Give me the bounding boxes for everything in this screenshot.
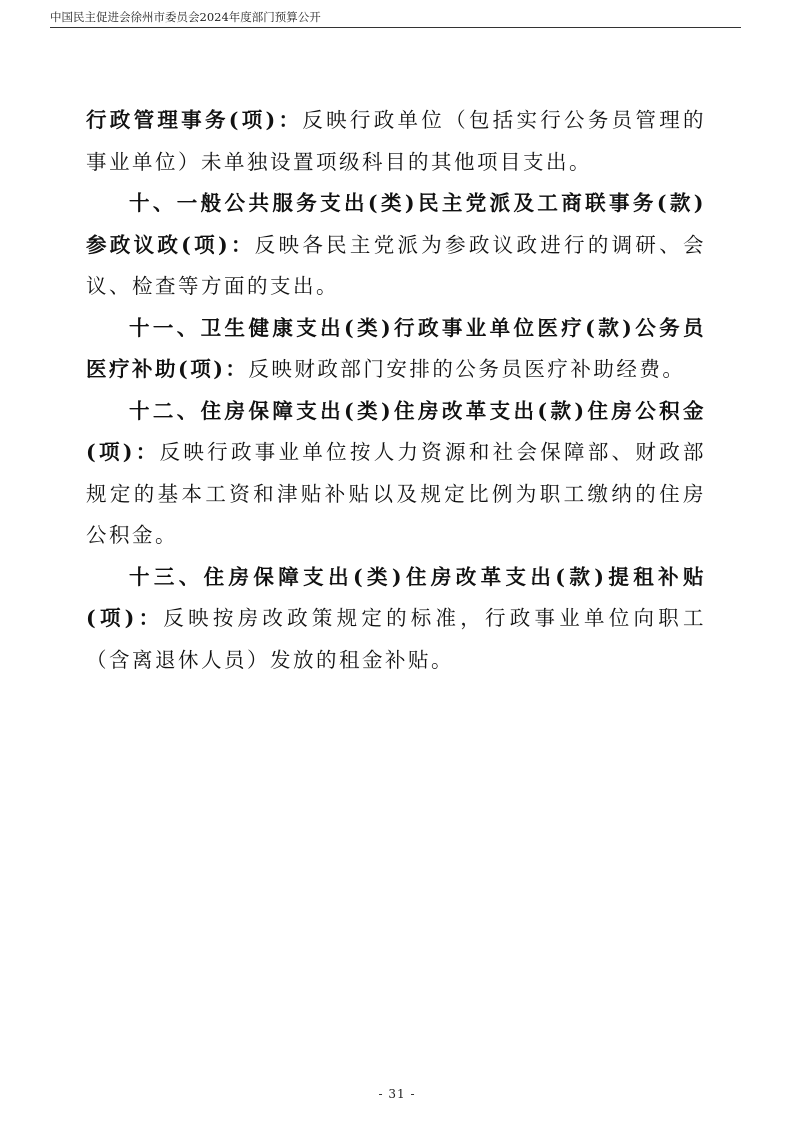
paragraph-heading: 十三、住房保障支出(类)住房改革支出(款)提租补贴(项)： (86, 564, 706, 630)
paragraph-text: 反映各民主党派为参政议政进行的调研、会议、检查等方面的支出。 (86, 232, 707, 298)
header-divider (50, 27, 741, 28)
paragraph-heading: 十一、卫生健康支出(类)行政事业单位医疗(款)公务员医疗补助(项)： (86, 315, 706, 381)
paragraph-administrative-affairs (86, 100, 706, 183)
paragraph-heading: 十、一般公共服务支出(类)民主党派及工商联事务(款)参政议政(项)： (86, 191, 706, 257)
paragraph-heading: 行政管理事务(项)： (86, 108, 303, 132)
paragraph-heading: 十二、住房保障支出(类)住房改革支出(款)住房公积金(项)： (86, 398, 706, 464)
paragraph-rent-subsidy (86, 557, 706, 682)
page-header (50, 9, 740, 25)
header-title: 中国民主促进会徐州市委员会2024年度部门预算公开 (50, 10, 321, 24)
paragraph-text: 反映行政单位（包括实行公务员管理的事业单位）未单独设置项级科目的其他项目支出。 (86, 108, 707, 174)
paragraph-medical-subsidy (86, 308, 706, 391)
paragraph-housing-fund (86, 391, 706, 557)
paragraph-political-consultation (86, 183, 706, 308)
paragraph-text: 反映财政部门安排的公务员医疗补助经费。 (248, 357, 686, 381)
page-number: - 31 - (378, 1087, 416, 1101)
document-body (86, 100, 706, 681)
paragraph-text: 反映行政事业单位按人力资源和社会保障部、财政部规定的基本工资和津贴补贴以及规定比例为职工缴纳的住房公积金。 (86, 440, 707, 547)
paragraph-text: 反映按房改政策规定的标准，行政事业单位向职工（含离退休人员）发放的租金补贴。 (86, 606, 706, 672)
